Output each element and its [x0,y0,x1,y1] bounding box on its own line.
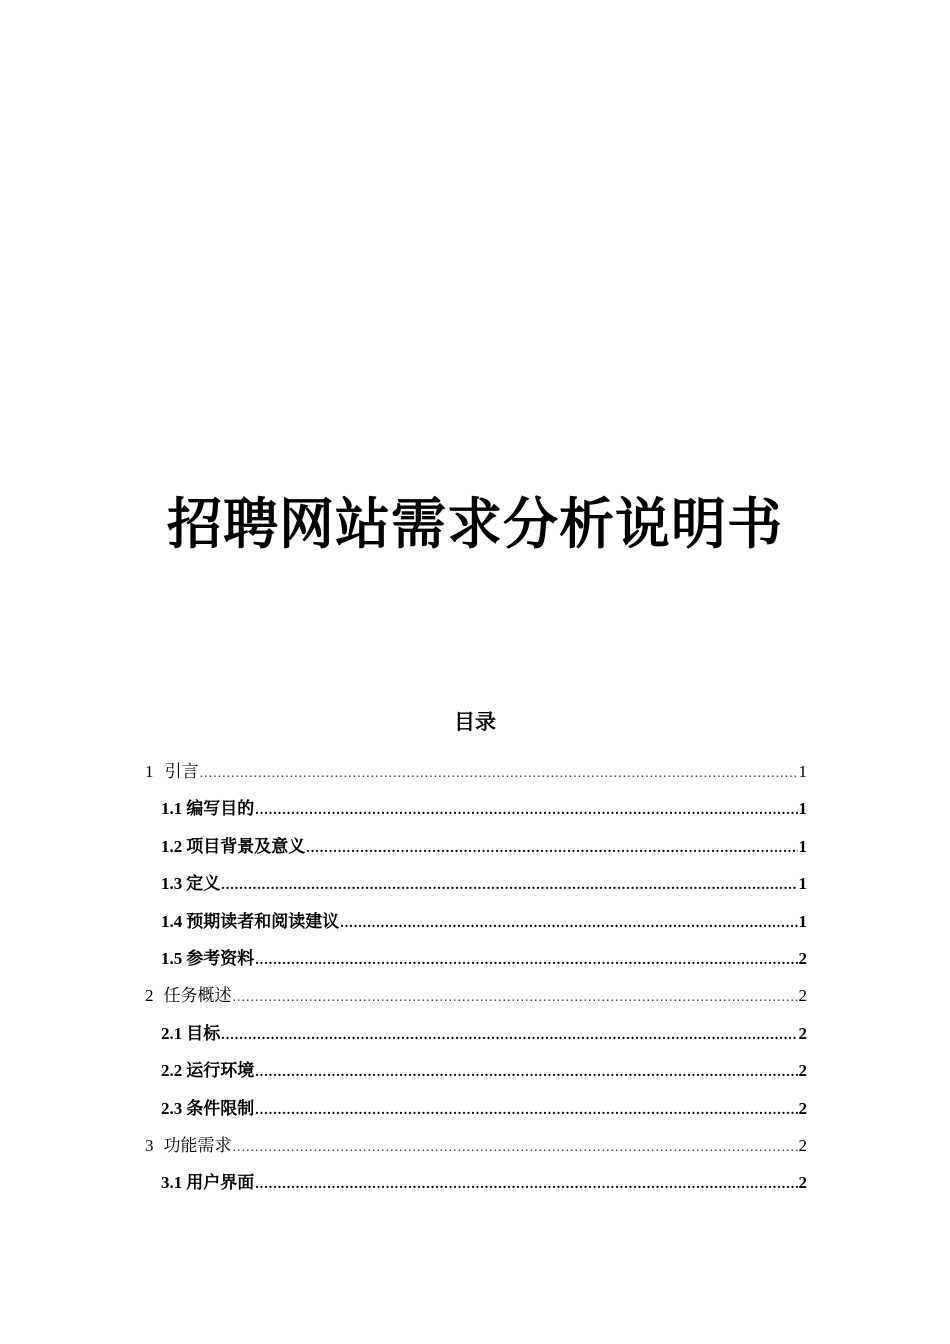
toc-entry-page: 2 [798,986,807,1006]
toc-entry-number: 2.1 [161,1023,183,1043]
toc-entry-title: 引言 [164,762,199,781]
toc-dot-leader [233,1129,798,1166]
toc-entry-page: 1 [798,762,807,781]
toc-entry[interactable] [145,753,807,790]
toc-entry-page: 1 [798,911,807,931]
toc-dot-leader [221,867,797,904]
toc-dot-leader [255,942,797,979]
toc-dot-leader [255,792,797,829]
toc-entry-number: 1.4 [161,911,183,931]
toc-entry-number: 1.3 [161,874,183,894]
toc-entry-page: 2 [798,1173,807,1193]
toc-heading: 目录 [454,710,496,734]
document-title: 招聘网站需求分析说明书 [166,492,783,556]
toc-dot-leader [255,1092,797,1129]
toc-entry-title: 条件限制 [186,1098,255,1118]
toc-entry-page: 2 [798,948,807,968]
toc-entry[interactable] [145,865,807,902]
toc-entry-number: 2 [145,986,154,1006]
toc-entry-page: 2 [798,1061,807,1081]
toc-entry[interactable] [145,1127,807,1164]
table-of-contents [145,753,807,1202]
toc-entry-number: 2.3 [161,1098,183,1118]
toc-entry[interactable] [145,1015,807,1052]
toc-entry-title: 目标 [186,1023,221,1043]
toc-entry-number: 1.2 [161,836,183,856]
toc-entry-number: 1.1 [161,799,183,819]
toc-entry[interactable] [145,828,807,865]
toc-entry-number: 3.1 [161,1173,183,1193]
toc-dot-leader [255,1166,797,1203]
toc-entry-page: 2 [798,1023,807,1043]
toc-entry-title: 定义 [186,874,221,894]
toc-dot-leader [340,905,797,942]
toc-entry-number: 3 [145,1135,154,1155]
toc-entry-page: 1 [798,874,807,894]
toc-entry-title: 运行环境 [186,1061,255,1081]
toc-entry[interactable] [145,1164,807,1201]
toc-dot-leader [221,1017,797,1054]
toc-dot-leader [255,1054,797,1091]
toc-entry-page: 1 [798,836,807,856]
toc-entry-page: 1 [798,799,807,819]
toc-dot-leader [233,979,798,1016]
toc-entry-page: 2 [798,1098,807,1118]
toc-dot-leader [306,830,797,867]
toc-entry-page: 2 [798,1135,807,1155]
toc-entry[interactable] [145,903,807,940]
toc-entry[interactable] [145,1052,807,1089]
toc-entry[interactable] [145,940,807,977]
toc-entry[interactable] [145,790,807,827]
toc-dot-leader [200,755,798,792]
toc-entry-number: 2.2 [161,1061,183,1081]
toc-entry-title: 预期读者和阅读建议 [186,911,340,931]
toc-entry[interactable] [145,1090,807,1127]
toc-entry-title: 编写目的 [186,799,255,819]
toc-entry[interactable] [145,977,807,1014]
toc-entry-title: 用户界面 [186,1173,255,1193]
toc-entry-title: 参考资料 [186,948,255,968]
toc-entry-title: 任务概述 [163,986,232,1006]
toc-entry-title: 功能需求 [163,1135,232,1155]
toc-entry-number: 1.5 [161,948,183,968]
toc-entry-number: 1 [145,762,154,781]
toc-entry-title: 项目背景及意义 [186,836,306,856]
